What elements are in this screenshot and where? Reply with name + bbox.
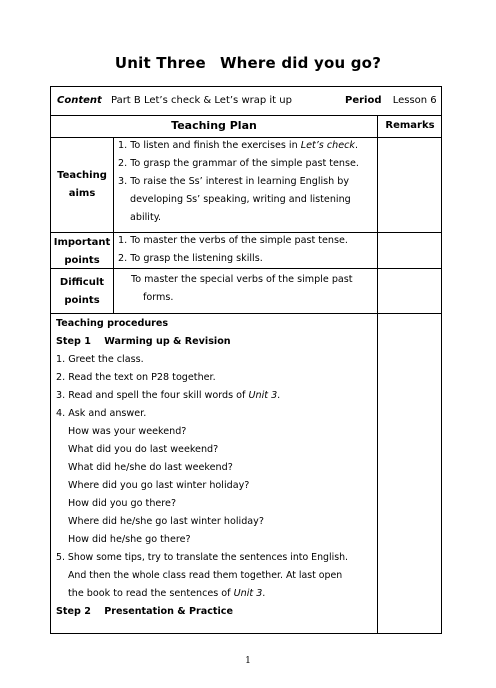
question-line: How did he/she go there? [68, 534, 191, 545]
title-unit: Unit Three [114, 54, 206, 72]
question-line: Where did you go last winter holiday? [68, 480, 250, 491]
lesson-plan-table [50, 86, 442, 634]
important-points-label: Important points [53, 237, 111, 266]
step-heading: Step 1 Warming up & Revision [56, 336, 231, 347]
difficult-points-text [131, 271, 376, 307]
aim-item-continued: developing Ss’ speaking, writing and listening [130, 194, 351, 205]
procedure-item-continued: And then the whole class read them together. At last open [68, 570, 343, 581]
aim-item: 2. To grasp the grammar of the simple past tense. [118, 158, 359, 169]
aim-item: 1. To listen and finish the exercises in Let’s check. [118, 140, 358, 151]
document-title [0, 54, 496, 72]
question-line: What did you do last weekend? [68, 444, 219, 455]
procedures-heading: Teaching procedures [56, 318, 169, 329]
question-line: What did he/she do last weekend? [68, 462, 233, 473]
aim-item-continued: ability. [130, 212, 162, 223]
remarks-column [378, 137, 442, 634]
procedure-item: 3. Read and spell the four skill words of Unit 3. [56, 390, 281, 401]
procedure-item: 2. Read the text on P28 together. [56, 372, 216, 383]
content-label: Content [57, 95, 102, 106]
difficult-item-continued: forms. [143, 292, 174, 303]
period-value: Lesson 6 [392, 95, 437, 106]
difficult-item: To master the special verbs of the simple past [131, 274, 353, 285]
question-line: How did you go there? [68, 498, 177, 509]
important-item: 2. To grasp the listening skills. [118, 253, 263, 264]
teaching-aims-text [118, 137, 376, 227]
procedure-item: 5. Show some tips, try to translate the sentences into English. [56, 552, 349, 563]
step-heading: Step 2 Presentation & Practice [56, 606, 233, 617]
procedure-item: 1. Greet the class. [56, 354, 144, 365]
teaching-aims-label: Teaching aims [57, 170, 107, 199]
aim-item: 3. To raise the Ss’ interest in learning English by [118, 176, 350, 187]
important-points-text [118, 232, 376, 268]
teaching-plan-heading: Teaching Plan [171, 119, 257, 132]
period-label: Period [345, 95, 382, 106]
difficult-points-label: Difficult points [59, 277, 105, 306]
content-value: Part B Let’s check & Let’s wrap it up [110, 95, 292, 106]
question-line: How was your weekend? [68, 426, 187, 437]
page-number: 1 [245, 656, 251, 666]
title-question: Where did you go? [219, 54, 382, 72]
label-column-divider [113, 137, 114, 313]
teaching-procedures [56, 315, 376, 621]
procedure-item: 4. Ask and answer. [56, 408, 147, 419]
remarks-heading: Remarks [385, 120, 435, 131]
question-line: Where did he/she go last winter holiday? [68, 516, 264, 527]
important-item: 1. To master the verbs of the simple past tense. [118, 235, 348, 246]
period-block [345, 87, 445, 115]
procedure-item-continued: the book to read the sentences of Unit 3. [68, 588, 266, 599]
